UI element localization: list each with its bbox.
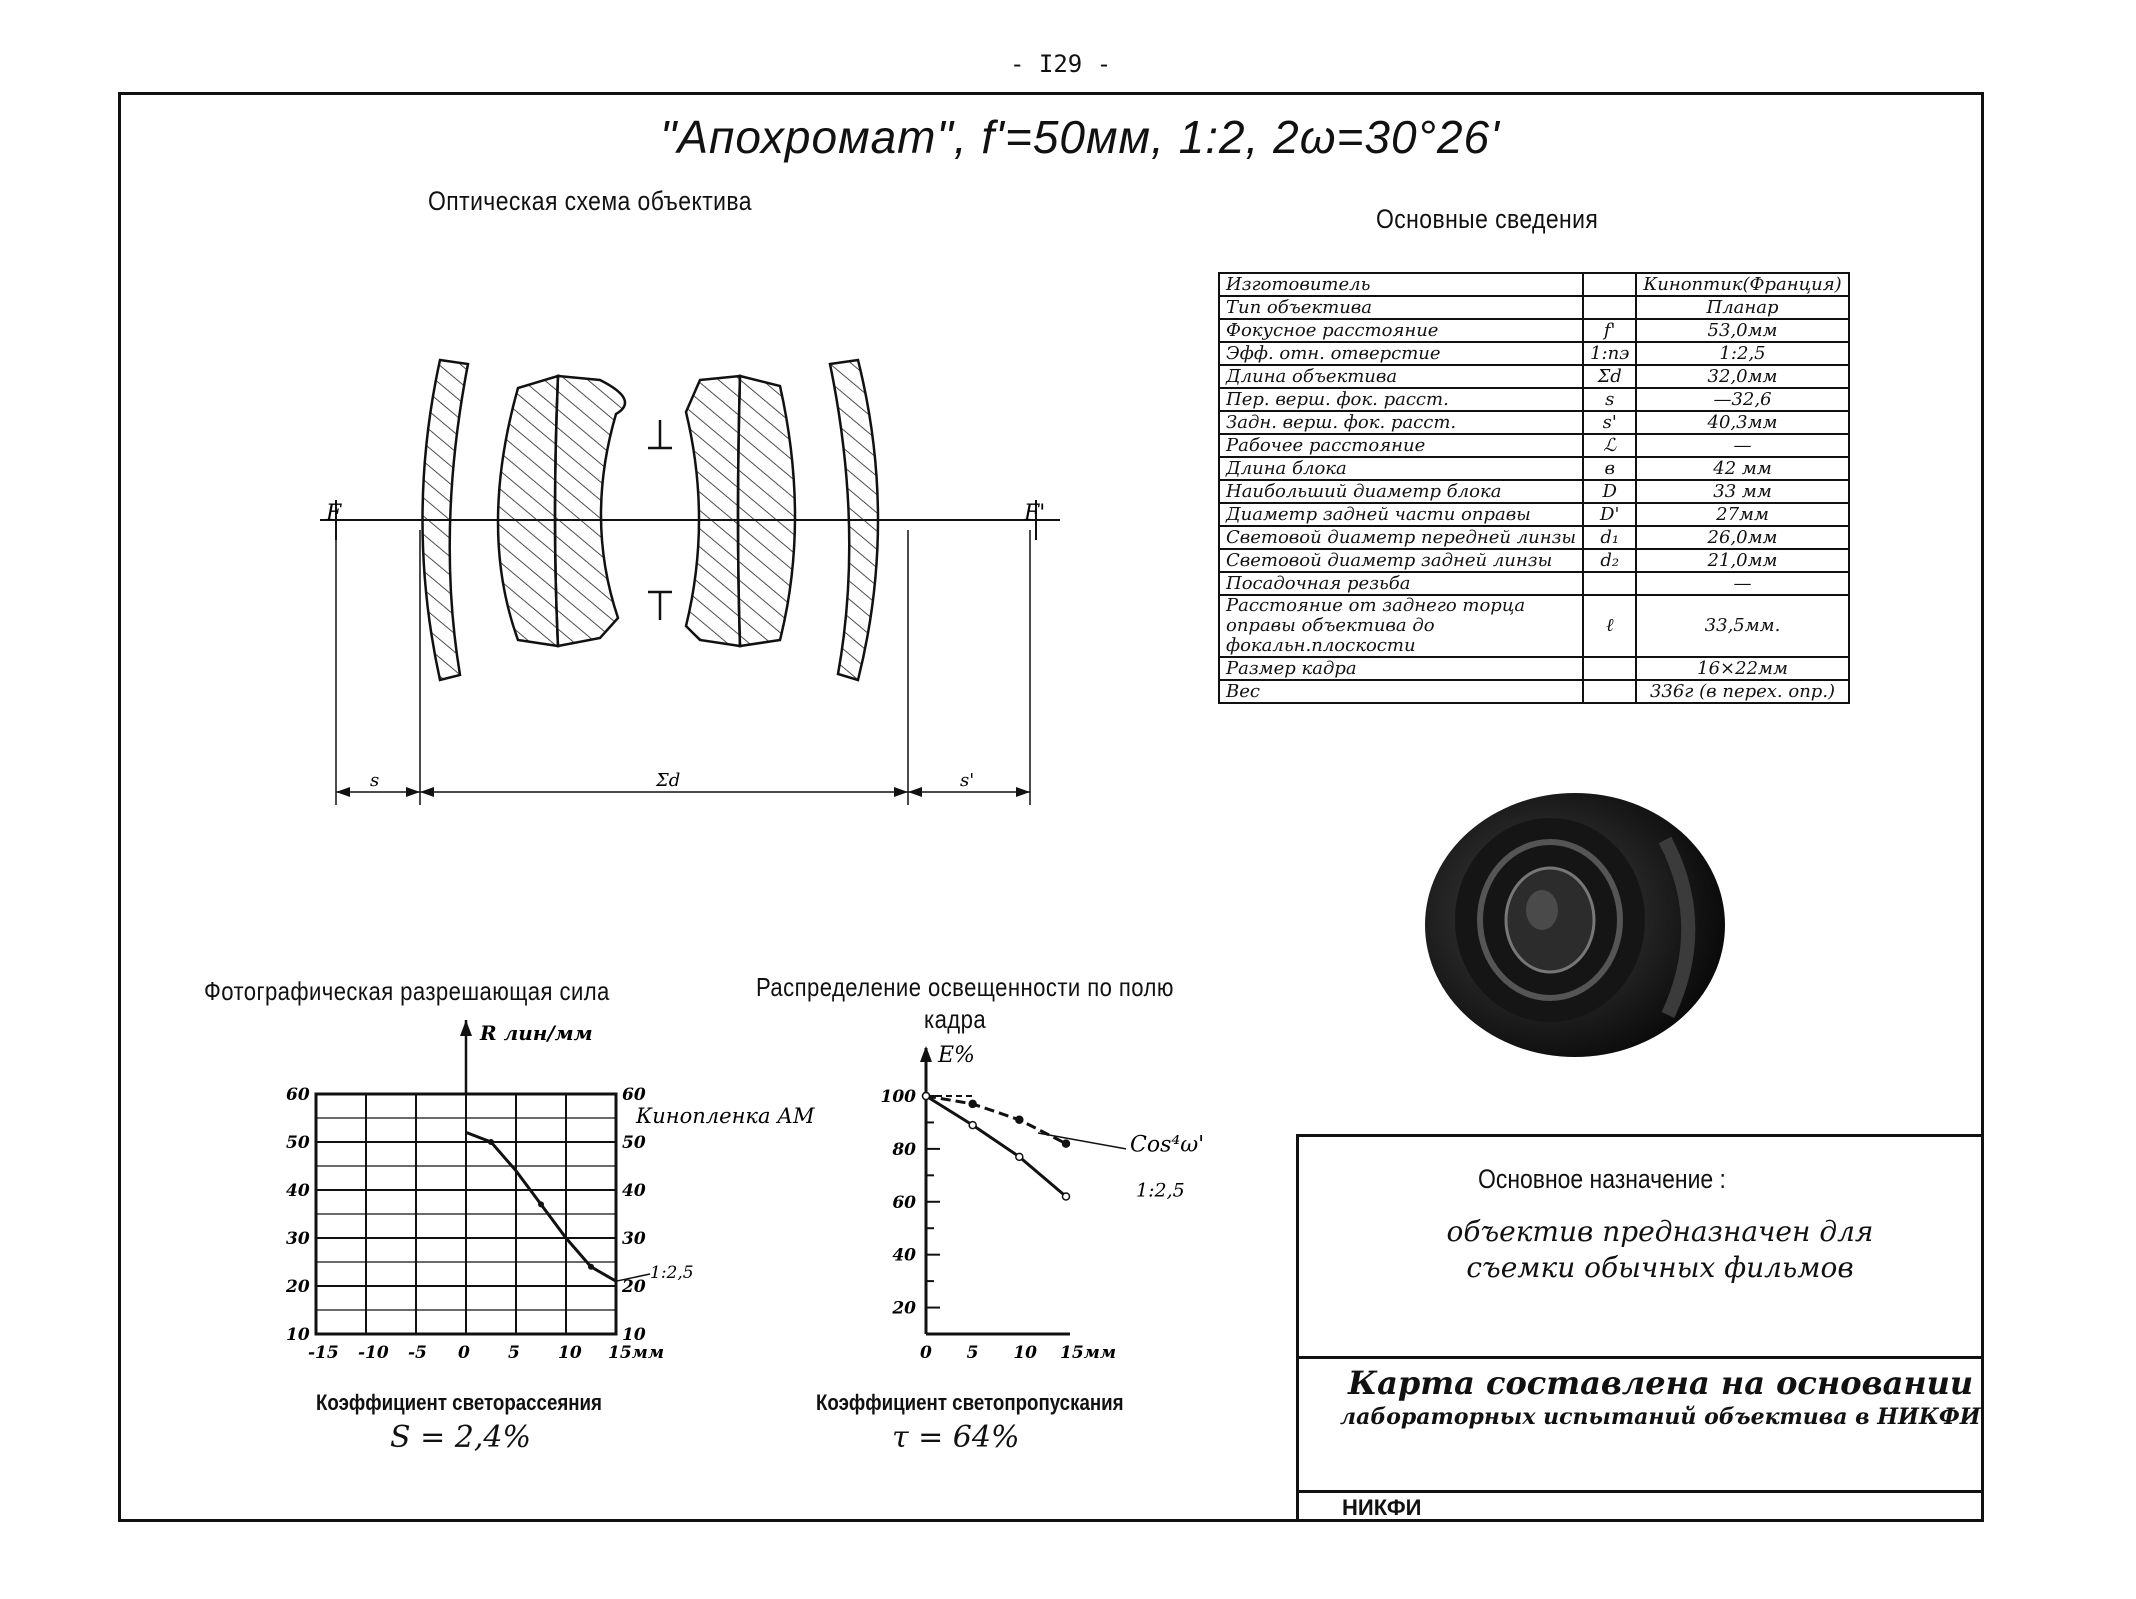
- resolution-heading: Фотографическая разрешающая сила: [204, 976, 610, 1006]
- lens-element-3b: [738, 376, 795, 646]
- specs-label: Расстояние от заднего торца оправы объектива до фокальн.плоскости: [1219, 595, 1583, 657]
- x-tick-label: -10: [358, 1343, 389, 1363]
- specs-value: —32,6: [1636, 388, 1848, 411]
- page-title: "Апохромат", f'=50мм, 1:2, 2ω=30°26': [660, 111, 1500, 163]
- specs-value: 33 мм: [1636, 480, 1848, 503]
- specs-value: 53,0мм: [1636, 319, 1848, 342]
- illumination-chart: [870, 1040, 1230, 1380]
- specs-row: [1219, 549, 1849, 572]
- y-tick-label-right: 30: [622, 1229, 646, 1249]
- rear-focus-label: F': [1024, 501, 1046, 526]
- y-tick-label-right: 60: [622, 1085, 646, 1105]
- page-number: - I29 -: [1010, 50, 1112, 78]
- data-point: [1016, 1153, 1023, 1160]
- card-basis-title: Карта составлена на основании: [1348, 1364, 1974, 1402]
- specs-row: [1219, 388, 1849, 411]
- illumination-heading-2: кадра: [924, 1004, 987, 1034]
- specs-symbol: d₁: [1583, 526, 1636, 549]
- data-point: [923, 1093, 930, 1100]
- org-name: НИКФИ: [1342, 1495, 1422, 1520]
- y-tick-label-right: 50: [622, 1133, 646, 1153]
- x-tick-label: 5: [508, 1343, 520, 1363]
- dim-s-label: s: [370, 770, 380, 791]
- specs-value: 27мм: [1636, 503, 1848, 526]
- specs-symbol: Σd: [1583, 365, 1636, 388]
- y-tick-label: 40: [892, 1245, 916, 1266]
- specs-label: Световой диаметр передней линзы: [1219, 526, 1583, 549]
- lens-element-2a: [498, 376, 558, 646]
- illumination-value: τ = 64%: [892, 1420, 1020, 1455]
- lens-element-3a: [686, 376, 740, 646]
- x-tick-label: 15мм: [1060, 1343, 1116, 1363]
- x-tick-label: 10: [1013, 1343, 1038, 1363]
- specs-row: [1219, 411, 1849, 434]
- specs-symbol: D': [1583, 503, 1636, 526]
- specs-label: Рабочее расстояние: [1219, 434, 1583, 457]
- specs-value: Киноптик(Франция): [1636, 273, 1848, 296]
- lens-photo-icon: [1410, 780, 1730, 1070]
- y-tick-label-right: 20: [622, 1277, 646, 1297]
- card-basis-text: лабораторных испытаний объектива в НИКФИ: [1340, 1404, 1981, 1430]
- specs-value: 32,0мм: [1636, 365, 1848, 388]
- resolution-caption: Коэффициент светорассеяния: [316, 1390, 602, 1415]
- specs-value: 26,0мм: [1636, 526, 1848, 549]
- y-tick-label-left: 40: [286, 1181, 310, 1201]
- specs-label: Диаметр задней части оправы: [1219, 503, 1583, 526]
- org-divider: [1296, 1490, 1984, 1493]
- specs-label: Посадочная резьба: [1219, 572, 1583, 595]
- specs-symbol: [1583, 273, 1636, 296]
- specs-symbol: 1:nэ: [1583, 342, 1636, 365]
- series-line-0: [926, 1096, 1066, 1144]
- specs-label: Длина объектива: [1219, 365, 1583, 388]
- specs-label: Световой диаметр задней линзы: [1219, 549, 1583, 572]
- data-point: [488, 1139, 494, 1145]
- y-tick-label-left: 50: [286, 1133, 310, 1153]
- data-point: [538, 1201, 544, 1207]
- y-tick-label-left: 60: [286, 1085, 310, 1105]
- y-tick-label-left: 20: [286, 1277, 310, 1297]
- x-tick-label: 5: [966, 1343, 979, 1363]
- specs-heading: Основные сведения: [1376, 204, 1599, 234]
- specs-symbol: d₂: [1583, 549, 1636, 572]
- data-point: [1063, 1193, 1070, 1200]
- resolution-chart: [270, 1020, 830, 1380]
- specs-symbol: f': [1583, 319, 1636, 342]
- aperture-annotation: 1:2,5: [650, 1263, 694, 1283]
- specs-label: Вес: [1219, 680, 1583, 703]
- illumination-caption: Коэффициент светопропускания: [816, 1390, 1124, 1415]
- cos-annotation: Cos⁴ω': [1130, 1132, 1205, 1158]
- specs-value: 33,5мм.: [1636, 595, 1848, 657]
- specs-value: 336г (в перех. опр.): [1636, 680, 1848, 703]
- specs-row: [1219, 457, 1849, 480]
- film-annotation: Кинопленка АМ: [636, 1103, 815, 1128]
- specs-row: [1219, 365, 1849, 388]
- specs-row: [1219, 480, 1849, 503]
- specs-value: 1:2,5: [1636, 342, 1848, 365]
- optical-scheme-heading: Оптическая схема объектива: [428, 186, 752, 216]
- specs-symbol: в: [1583, 457, 1636, 480]
- y-tick-label: 20: [892, 1298, 916, 1319]
- front-focus-label: F: [326, 501, 342, 526]
- x-tick-label: 0: [920, 1343, 932, 1363]
- specs-row: [1219, 657, 1849, 680]
- aperture-annotation: 1:2,5: [1136, 1179, 1185, 1202]
- specs-label: Эфф. отн. отверстие: [1219, 342, 1583, 365]
- specs-label: Длина блока: [1219, 457, 1583, 480]
- specs-label: Пер. верш. фок. расст.: [1219, 388, 1583, 411]
- data-point: [588, 1264, 594, 1270]
- resolution-value: S = 2,4%: [390, 1420, 531, 1455]
- y-tick-label-left: 30: [286, 1229, 310, 1249]
- specs-row: [1219, 319, 1849, 342]
- y-axis-label: R лин/мм: [480, 1021, 593, 1045]
- specs-symbol: [1583, 680, 1636, 703]
- specs-symbol: ℓ: [1583, 595, 1636, 657]
- specs-symbol: [1583, 296, 1636, 319]
- specs-row: [1219, 526, 1849, 549]
- specs-row: [1219, 503, 1849, 526]
- specs-row: [1219, 434, 1849, 457]
- y-tick-label: 60: [892, 1192, 916, 1213]
- y-tick-label: 80: [892, 1139, 916, 1160]
- y-axis-label: E%: [938, 1043, 975, 1068]
- purpose-title: Основное назначение :: [1478, 1164, 1726, 1194]
- specs-label: Фокусное расстояние: [1219, 319, 1583, 342]
- specs-value: 40,3мм: [1636, 411, 1848, 434]
- x-tick-label: 15мм: [608, 1343, 664, 1363]
- specs-row: [1219, 342, 1849, 365]
- specs-table: [1218, 272, 1850, 704]
- y-tick-label-right: 10: [622, 1325, 646, 1345]
- data-point: [969, 1122, 976, 1129]
- specs-symbol: ℒ: [1583, 434, 1636, 457]
- data-point: [1063, 1140, 1070, 1147]
- specs-row: [1219, 595, 1849, 657]
- specs-row: [1219, 273, 1849, 296]
- lens-element-2b: [555, 376, 625, 646]
- specs-label: Размер кадра: [1219, 657, 1583, 680]
- specs-symbol: [1583, 657, 1636, 680]
- x-tick-label: -15: [308, 1343, 339, 1363]
- dim-sum-d-label: Σd: [656, 770, 681, 791]
- purpose-divider: [1296, 1356, 1984, 1359]
- specs-value: 42 мм: [1636, 457, 1848, 480]
- specs-symbol: [1583, 572, 1636, 595]
- specs-value: Планар: [1636, 296, 1848, 319]
- specs-value: 16×22мм: [1636, 657, 1848, 680]
- specs-label: Наибольший диаметр блока: [1219, 480, 1583, 503]
- specs-value: —: [1636, 434, 1848, 457]
- data-point: [1016, 1116, 1023, 1123]
- specs-symbol: D: [1583, 480, 1636, 503]
- specs-value: —: [1636, 572, 1848, 595]
- specs-label: Изготовитель: [1219, 273, 1583, 296]
- specs-row: [1219, 680, 1849, 703]
- y-tick-label-left: 10: [286, 1325, 310, 1345]
- specs-label: Тип объектива: [1219, 296, 1583, 319]
- y-tick-label-right: 40: [622, 1181, 646, 1201]
- purpose-text: объектив предназначен для съемки обычных фильмов: [1446, 1215, 1874, 1284]
- y-tick-label: 100: [880, 1087, 916, 1107]
- dim-s-prime-label: s': [960, 770, 975, 791]
- specs-row: [1219, 296, 1849, 319]
- x-tick-label: 10: [558, 1343, 582, 1363]
- specs-row: [1219, 572, 1849, 595]
- specs-symbol: s': [1583, 411, 1636, 434]
- specs-symbol: s: [1583, 388, 1636, 411]
- optical-scheme-diagram: [300, 340, 1080, 820]
- illumination-heading-1: Распределение освещенности по полю: [756, 972, 1174, 1002]
- data-point: [969, 1100, 976, 1107]
- series-line-1: [926, 1096, 1066, 1196]
- specs-label: Задн. верш. фок. расст.: [1219, 411, 1583, 434]
- specs-value: 21,0мм: [1636, 549, 1848, 572]
- x-tick-label: -5: [408, 1343, 427, 1363]
- x-tick-label: 0: [458, 1343, 470, 1363]
